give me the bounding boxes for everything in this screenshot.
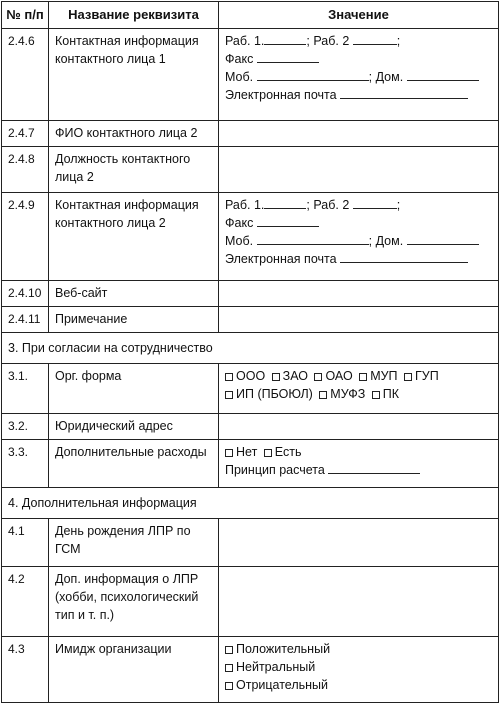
table-row xyxy=(2,440,499,488)
fax-label: Факс xyxy=(225,52,254,66)
option-label: Положительный xyxy=(236,642,331,656)
extra-costs-value xyxy=(219,440,499,488)
header-value: Значение xyxy=(219,2,499,29)
work-phone-2-label: ; Раб. 2 xyxy=(306,198,350,212)
work-phone-1-label: Раб. 1. xyxy=(225,198,265,212)
option-label: ОАО xyxy=(325,369,353,383)
table-row xyxy=(2,193,499,281)
home-label: ; Дом. xyxy=(368,70,404,84)
header-num: № п/п xyxy=(2,2,49,29)
table-header-row xyxy=(2,2,499,29)
email-field[interactable] xyxy=(340,86,468,99)
work-phone-1-field[interactable] xyxy=(264,32,306,45)
table-row xyxy=(2,307,499,333)
section-heading-3: 3. При согласии на сотрудничество xyxy=(2,333,499,364)
semicolon: ; xyxy=(396,198,401,212)
email-line xyxy=(225,250,492,268)
email-field[interactable] xyxy=(340,250,468,263)
option-label: ЗАО xyxy=(282,369,308,383)
home-field[interactable] xyxy=(407,232,479,245)
row-number: 2.4.6 xyxy=(2,29,49,121)
checkbox-mufz[interactable] xyxy=(319,391,327,399)
image-options xyxy=(219,637,499,703)
table-row xyxy=(2,364,499,414)
email-line xyxy=(225,86,492,104)
checkbox-no[interactable] xyxy=(225,449,233,457)
fax-field[interactable] xyxy=(257,214,319,227)
mobile-field[interactable] xyxy=(257,232,369,245)
mobile-label: Моб. xyxy=(225,70,254,84)
row-number: 3.2. xyxy=(2,414,49,440)
requisites-table xyxy=(1,1,499,703)
row-name: Юридический адрес xyxy=(49,414,219,440)
row-name: Орг. форма xyxy=(49,364,219,414)
mobile-home-line xyxy=(225,68,492,86)
option-label: Нейтральный xyxy=(236,660,316,674)
table-row xyxy=(2,567,499,637)
row-name: Доп. информация о ЛПР (хобби, психологический тип и т. п.) xyxy=(49,567,219,637)
checkbox-positive[interactable] xyxy=(225,646,233,654)
checkbox-ip[interactable] xyxy=(225,391,233,399)
row-number: 3.3. xyxy=(2,440,49,488)
option-label: ООО xyxy=(236,369,266,383)
checkbox-ooo[interactable] xyxy=(225,373,233,381)
option-label: ГУП xyxy=(415,369,439,383)
table-row xyxy=(2,281,499,307)
checkbox-negative[interactable] xyxy=(225,682,233,690)
mobile-field[interactable] xyxy=(257,68,369,81)
work-phone-1-label: Раб. 1. xyxy=(225,34,265,48)
table-row xyxy=(2,147,499,193)
table-row xyxy=(2,414,499,440)
mobile-home-line xyxy=(225,232,492,250)
semicolon: ; xyxy=(396,34,401,48)
checkbox-pk[interactable] xyxy=(372,391,380,399)
option-label: Отрицательный xyxy=(236,678,329,692)
row-name: Веб-сайт xyxy=(49,281,219,307)
row-number: 2.4.9 xyxy=(2,193,49,281)
row-number: 2.4.8 xyxy=(2,147,49,193)
row-value xyxy=(219,193,499,281)
work-phone-2-label: ; Раб. 2 xyxy=(306,34,350,48)
section-row xyxy=(2,333,499,364)
option-label: МУФЗ xyxy=(330,387,366,401)
mobile-label: Моб. xyxy=(225,234,254,248)
calc-principle-field[interactable] xyxy=(328,461,420,474)
row-name: ФИО контактного лица 2 xyxy=(49,121,219,147)
fax-label: Факс xyxy=(225,216,254,230)
row-name: Должность контактного лица 2 xyxy=(49,147,219,193)
row-number: 2.4.11 xyxy=(2,307,49,333)
option-label: ИП (ПБОЮЛ) xyxy=(236,387,313,401)
checkbox-gup[interactable] xyxy=(404,373,412,381)
home-field[interactable] xyxy=(407,68,479,81)
checkbox-yes[interactable] xyxy=(264,449,272,457)
home-label: ; Дом. xyxy=(368,234,404,248)
table-row xyxy=(2,637,499,703)
org-form-options xyxy=(219,364,499,414)
row-name: Имидж организации xyxy=(49,637,219,703)
row-name: Контактная информация контактного лица 2 xyxy=(49,193,219,281)
work-phone-1-field[interactable] xyxy=(264,196,306,209)
row-value-empty[interactable] xyxy=(219,147,499,193)
option-label: Есть xyxy=(274,445,302,459)
fax-field[interactable] xyxy=(257,50,319,63)
row-number: 3.1. xyxy=(2,364,49,414)
header-name: Название реквизита xyxy=(49,2,219,29)
row-name: Примечание xyxy=(49,307,219,333)
row-number: 4.1 xyxy=(2,519,49,567)
fax-line xyxy=(225,214,492,232)
email-label: Электронная почта xyxy=(225,252,337,266)
checkbox-zao[interactable] xyxy=(272,373,280,381)
checkbox-oao[interactable] xyxy=(314,373,322,381)
row-value-empty[interactable] xyxy=(219,567,499,637)
row-number: 2.4.7 xyxy=(2,121,49,147)
work-phones-line xyxy=(225,32,492,50)
row-value xyxy=(219,29,499,121)
row-name: Дополнительные расходы xyxy=(49,440,219,488)
option-label: Нет xyxy=(236,445,258,459)
row-value-empty[interactable] xyxy=(219,121,499,147)
table-row xyxy=(2,121,499,147)
row-name: День рождения ЛПР по ГСМ xyxy=(49,519,219,567)
row-name: Контактная информация контактного лица 1 xyxy=(49,29,219,121)
option-label: МУП xyxy=(370,369,398,383)
row-number: 4.2 xyxy=(2,567,49,637)
fax-line xyxy=(225,50,492,68)
row-number: 2.4.10 xyxy=(2,281,49,307)
row-number: 4.3 xyxy=(2,637,49,703)
row-value-empty[interactable] xyxy=(219,281,499,307)
checkbox-neutral[interactable] xyxy=(225,664,233,672)
section-row xyxy=(2,488,499,519)
table-row xyxy=(2,519,499,567)
row-value-empty[interactable] xyxy=(219,519,499,567)
checkbox-mup[interactable] xyxy=(359,373,367,381)
email-label: Электронная почта xyxy=(225,88,337,102)
table-row xyxy=(2,29,499,121)
option-label: ПК xyxy=(382,387,400,401)
calc-principle-label: Принцип расчета xyxy=(225,463,325,477)
work-phone-2-field[interactable] xyxy=(353,32,397,45)
section-heading-4: 4. Дополнительная информация xyxy=(2,488,499,519)
row-value-empty[interactable] xyxy=(219,414,499,440)
work-phones-line xyxy=(225,196,492,214)
row-value-empty[interactable] xyxy=(219,307,499,333)
work-phone-2-field[interactable] xyxy=(353,196,397,209)
